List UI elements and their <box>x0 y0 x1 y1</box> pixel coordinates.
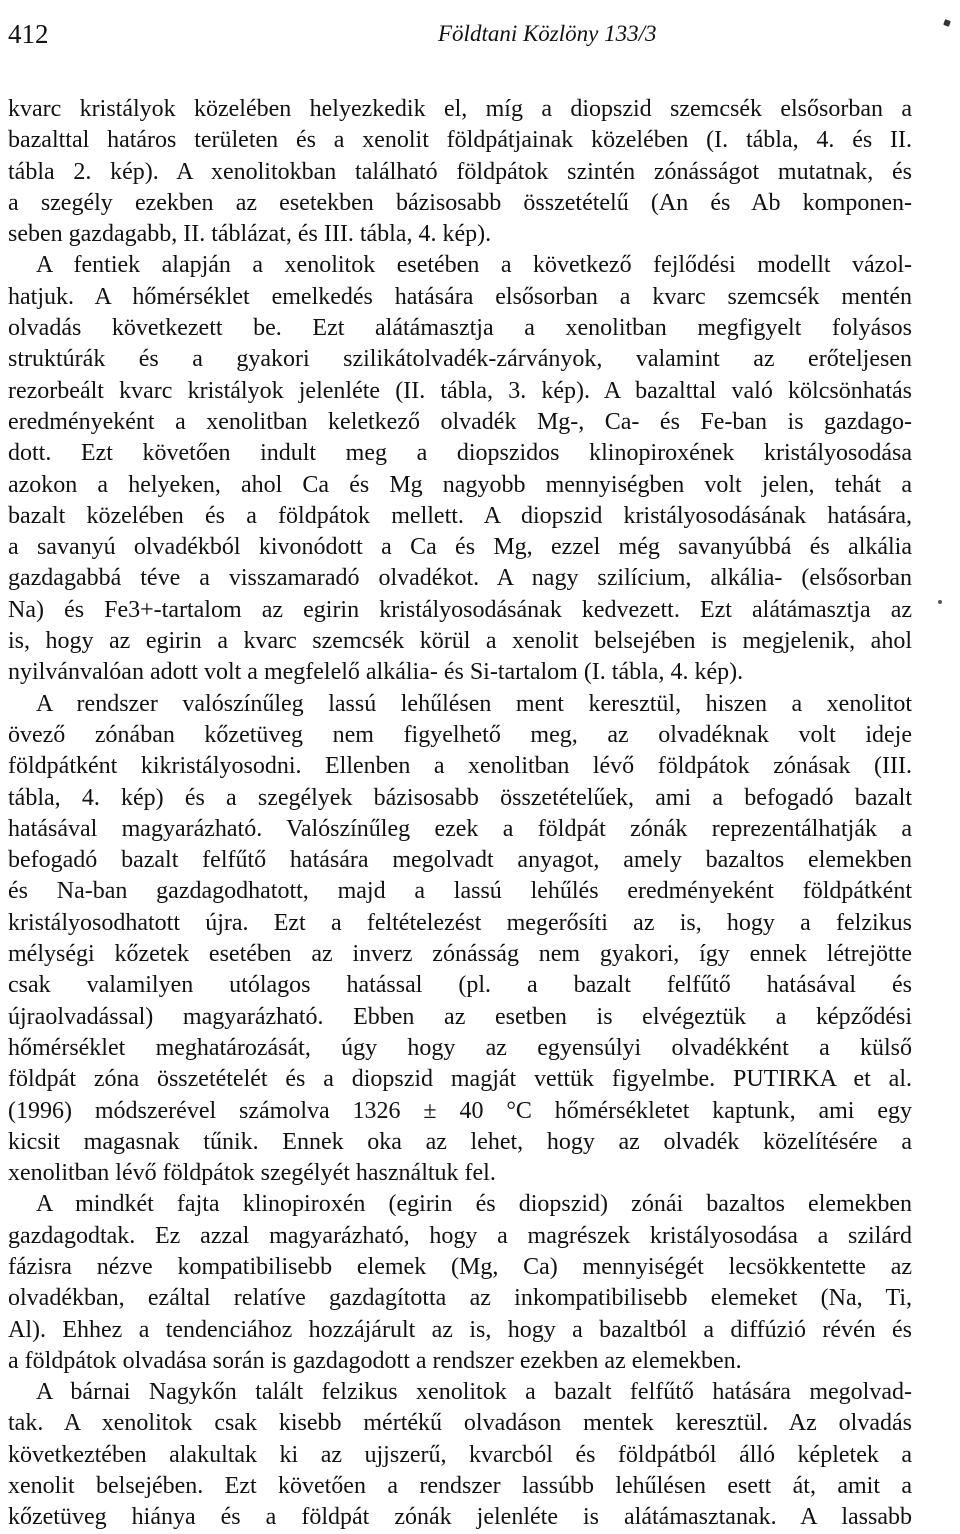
text-line: tak. A xenolitok csak kisebb mértékű olvadáson mentek keresztül. Az olvadás <box>8 1410 912 1437</box>
page-number: 412 <box>8 19 49 49</box>
text-line: xenolitban lévő földpátok szegélyét használtuk fel. <box>8 1160 496 1187</box>
text-line: újraolvadással) magyarázható. Ebben az esetben is elvégeztük a képződési <box>8 1003 912 1030</box>
corner-mark <box>943 19 951 27</box>
text-line: bazalt közelében és a földpátok mellett. A diopszid kristályosodásának hatására, <box>8 502 912 529</box>
text-line: Al). Ehhez a tendenciához hozzájárult az is, hogy a bazaltból a diffúzió révén és <box>8 1316 912 1343</box>
text-line: A mindkét fajta klinopiroxén (egirin és diopszid) zónái bazaltos elemekben <box>36 1191 912 1218</box>
text-line: tábla, 4. kép) és a szegélyek bázisosabb összetételűek, ami a befogadó bazalt <box>8 784 912 811</box>
text-line: mélységi kőzetek esetében az inverz zónásság nem gyakori, így ennek létrejötte <box>8 941 912 968</box>
text-line: olvadás következett be. Ezt alátámasztja a xenolitban megfigyelt folyásos <box>8 315 912 342</box>
text-line: és Na-ban gazdagodhatott, majd a lassú lehűlés eredményeként földpátként <box>8 878 912 905</box>
text-line: kvarc kristályok közelében helyezkedik el, míg a diopszid szemcsék elsősorban a <box>8 96 912 122</box>
text-line: földpátként kikristályosodni. Ellenben a xenolitban lévő földpátok zónásak (III. <box>8 753 912 780</box>
text-line: olvadékban, ezáltal relatíve gazdagította az inkompatibilisebb elemeket (Na, Ti, <box>8 1285 912 1312</box>
text-line: hatjuk. A hőmérséklet emelkedés hatására elsősorban a kvarc szemcsék mentén <box>8 283 912 310</box>
margin-dot <box>938 600 942 604</box>
text-line: gazdagabbá téve a visszamaradó olvadékot. A nagy szilícium, alkália- (elsősorban <box>8 565 912 592</box>
text-line: A fentiek alapján a xenolitok esetében a következő fejlődési modellt vázol- <box>36 252 912 279</box>
text-line: xenolit belsejében. Ezt követően a rendszer lassúbb lehűlésen esett át, amit a <box>8 1473 912 1500</box>
text-line: rezorbeált kvarc kristályok jelenléte (II. tábla, 3. kép). A bazalttal való kölcsönhatás <box>8 377 912 404</box>
journal-title: Földtani Közlöny 133/3 <box>438 21 657 46</box>
text-line: a szegély ezekben az esetekben bázisosabb összetételű (An és Ab komponen- <box>8 189 912 216</box>
text-line: dott. Ezt követően indult meg a diopszidos klinopiroxének kristályosodása <box>8 440 912 467</box>
text-line: kristályosodhatott újra. Ezt a feltételezést megerősíti az is, hogy a felzikus <box>8 909 912 936</box>
text-line: A bárnai Nagykőn talált felzikus xenolitok a bazalt felfűtő hatására megolvad- <box>36 1379 912 1406</box>
text-line: fázisra nézve kompatibilisebb elemek (Mg, Ca) mennyiségét lecsökkentette az <box>8 1253 912 1280</box>
text-line: hőmérséklet meghatározását, úgy hogy az egyensúlyi olvadékként a külső <box>8 1034 912 1061</box>
text-line: is, hogy az egirin a kvarc szemcsék körül a xenolit belsejében is megjelenik, ahol <box>8 628 912 655</box>
text-line: hatásával magyarázható. Valószínűleg ezek a földpát zónák reprezentálhatják a <box>8 815 912 842</box>
text-line: a földpátok olvadása során is gazdagodott a rendszer ezekben az elemekben. <box>8 1347 742 1374</box>
text-line: kicsit magasnak tűnik. Ennek oka az lehet, hogy az olvadék közelítésére a <box>8 1128 912 1155</box>
text-line: nyilvánvalóan adott volt a megfelelő alkália- és Si-tartalom (I. tábla, 4. kép). <box>8 659 744 686</box>
text-line: (1996) módszerével számolva 1326 ± 40 °C hőmérsékletet kaptunk, ami egy <box>8 1097 912 1124</box>
text-line: tábla 2. kép). A xenolitokban található földpátok szintén zónásságot mutatnak, és <box>8 158 912 185</box>
text-line: Na) és Fe3+-tartalom az egirin kristályosodásának kedvezett. Ezt alátámasztja az <box>8 596 912 623</box>
text-line: kőzetüveg hiánya és a földpát zónák jelenléte is alátámasztanak. A lassabb <box>8 1504 912 1531</box>
text-line: a savanyú olvadékból kivonódott a Ca és Mg, ezzel még savanyúbbá és alkália <box>8 534 912 561</box>
text-line: bazalttal határos területen és a xenolit földpátjainak közelében (I. tábla, 4. és II. <box>8 127 912 154</box>
text-line: gazdagodtak. Ez azzal magyarázható, hogy a magrészek kristályosodása a szilárd <box>8 1222 912 1249</box>
text-line: földpát zóna összetételét és a diopszid magját vettük figyelmbe. PUTIRKA et al. <box>8 1066 912 1093</box>
text-line: azokon a helyeken, ahol Ca és Mg nagyobb mennyiségben volt jelen, tehát a <box>8 471 912 498</box>
text-line: övező zónában kőzetüveg nem figyelhető meg, az olvadéknak volt ideje <box>8 721 912 748</box>
text-line: csak valamilyen utólagos hatással (pl. a bazalt felfűtő hatásával és <box>8 972 912 999</box>
running-header <box>8 14 960 54</box>
text-line: befogadó bazalt felfűtő hatására megolvadt anyagot, amely bazaltos elemekben <box>8 847 912 874</box>
text-line: A rendszer valószínűleg lassú lehűlésen ment keresztül, hiszen a xenolitot <box>36 690 912 717</box>
text-line: struktúrák és a gyakori szilikátolvadék-zárványok, valamint az erőteljesen <box>8 346 912 373</box>
text-line: következtében alakultak ki az ujjszerű, kvarcból és földpátból álló képletek a <box>8 1441 912 1468</box>
text-line: seben gazdagabb, II. táblázat, és III. tábla, 4. kép). <box>8 221 492 248</box>
text-line: eredményeként a xenolitban keletkező olvadék Mg-, Ca- és Fe-ban is gazdago- <box>8 408 912 435</box>
body-text <box>8 94 912 1534</box>
